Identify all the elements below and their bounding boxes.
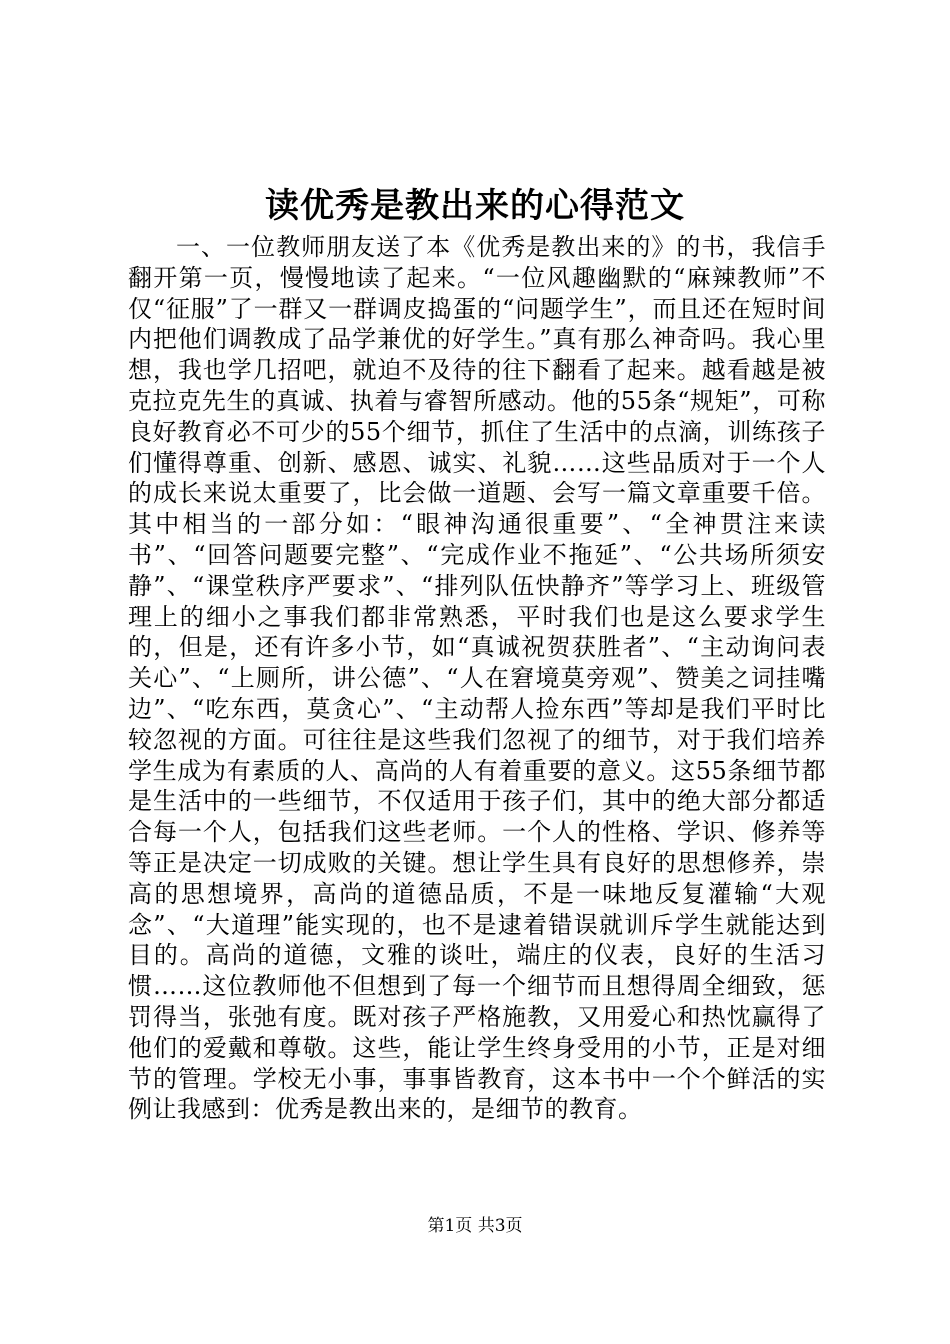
page-number: 第1页 共3页 — [427, 1216, 523, 1236]
document-title: 读优秀是教出来的心得范文 — [265, 186, 685, 226]
page-footer — [0, 1214, 950, 1238]
body-paragraph: 一、一位教师朋友送了本《优秀是教出来的》的书，我信手翻开第一页，慢慢地读了起来。“一位风趣幽默的“麻辣教师”不仅“征服”了一群又一群调皮捣蛋的“问题学生”，而且还在短时间内把他们调教成了品学兼优的好学生。”真有那么神奇吗。我心里想，我也学几招吧，就迫不及待的往下翻看了起来。越看越是被克拉克先生的真诚、执着与睿智所感动。他的55条“规矩”，可称良好教育必不可少的55个细节，抓住了生活中的点滴，训练孩子们懂得尊重、创新、感恩、诚实、礼貌……这些品质对于一个人的成长来说太重要了，比会做一道题、会写一篇文章重要千倍。其中相当的一部分如：“眼神沟通很重要”、“全神贯注来读书”、“回答问题要完整”、“完成作业不拖延”、“公共场所须安静”、“课堂秩序严要求”、“排列队伍快静齐”等学习上、班级管理上的细小之事我们都非常熟悉，平时我们也是这么要求学生的，但是，还有许多小节，如“真诚祝贺获胜者”、“主动询问表关心”、“上厕所，讲公德”、“人在窘境莫旁观”、赞美之词挂嘴边”、“吃东西，莫贪心”、“主动帮人捡东西”等却是我们平时比较忽视的方面。可往往是这些我们忽视了的细节，对于我们培养学生成为有素质的人、高尚的人有着重要的意义。这55条细节都是生活中的一些细节，不仅适用于孩子们，其中的绝大部分都适合每一个人，包括我们这些老师。一个人的性格、学识、修养等等正是决定一切成败的关键。想让学生具有良好的思想修养，崇高的思想境界，高尚的道德品质，不是一味地反复灌输“大观念”、“大道理”能实现的，也不是逮着错误就训斥学生就能达到目的。高尚的道德，文雅的谈吐，端庄的仪表，良好的生活习惯……这位教师他不但想到了每一个细节而且想得周全细致，惩罚得当，张弛有度。既对孩子严格施教，又用爱心和热忱赢得了他们的爱戴和尊敬。这些，能让学生终身受用的小节，正是对细节的管理。学校无小事，事事皆教育，这本书中一个个鲜活的实例让我感到：优秀是教出来的，是细节的教育。 — [128, 233, 826, 1124]
